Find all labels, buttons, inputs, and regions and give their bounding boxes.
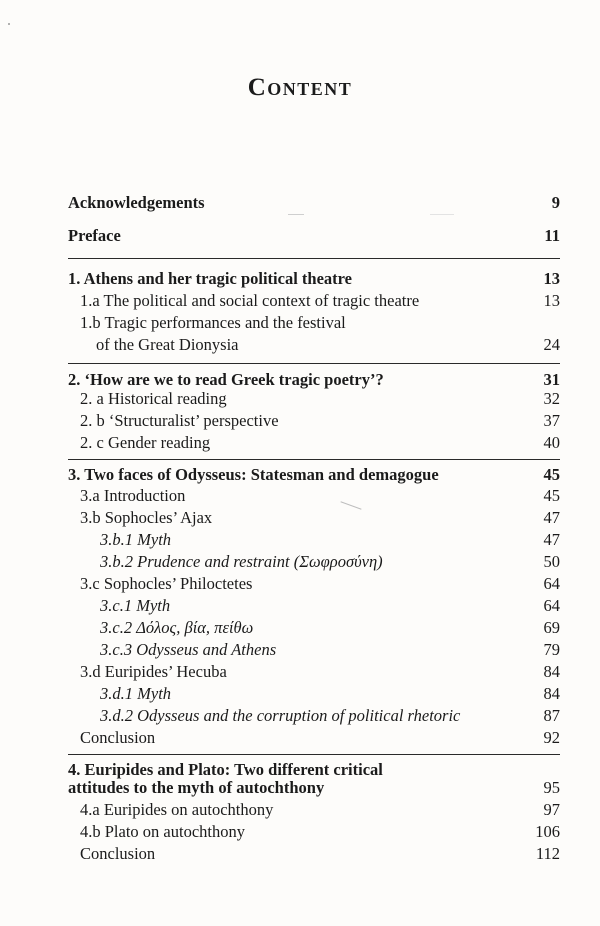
toc-entry-title: 4.b Plato on autochthony	[80, 822, 245, 841]
toc-section-3d[interactable]	[0, 661, 600, 683]
toc-subsection-3d1[interactable]	[0, 683, 600, 705]
toc-entry-title: 3.d.1 Myth	[100, 684, 172, 703]
toc-entry-page: 40	[543, 433, 560, 452]
toc-entry-title: of the Great Dionysia	[96, 335, 239, 354]
toc-entry-page: 64	[543, 574, 560, 593]
toc-chapter-1[interactable]	[0, 268, 600, 290]
toc-subsection-3c1[interactable]	[0, 595, 600, 617]
toc-entry-acknowledgements[interactable]	[0, 192, 600, 214]
toc-entry-page: 24	[543, 335, 560, 354]
toc-entry-title: 3.d Euripides’ Hecuba	[80, 662, 227, 681]
toc-entry-page: 37	[543, 411, 560, 430]
toc-entry-title: 4. Euripides and Plato: Two different critical	[68, 760, 383, 779]
toc-entry-title: Conclusion	[80, 728, 156, 747]
toc-chapter-3[interactable]	[0, 464, 600, 486]
section-divider	[68, 363, 560, 364]
toc-entry-page: 69	[543, 618, 560, 637]
toc-entry-page: 47	[543, 508, 560, 527]
toc-subsection-3b2[interactable]	[0, 551, 600, 573]
toc-entry-title: 3. Two faces of Odysseus: Statesman and demagogue	[68, 465, 439, 484]
toc-section-3a[interactable]	[0, 485, 600, 507]
toc-entry-page: 87	[543, 706, 560, 725]
toc-section-2b[interactable]	[0, 410, 600, 432]
toc-section-3b[interactable]	[0, 507, 600, 529]
toc-entry-page: 13	[543, 269, 560, 288]
toc-section-1a[interactable]	[0, 290, 600, 312]
toc-entry-title: 2. b ‘Structuralist’ perspective	[80, 411, 279, 430]
toc-entry-title: 1.a The political and social context of tragic theatre	[80, 291, 420, 310]
scan-speck	[288, 214, 304, 215]
toc-entry-page: 95	[543, 778, 560, 797]
toc-entry-page: 45	[543, 486, 560, 505]
toc-section-2c[interactable]	[0, 432, 600, 454]
toc-entry-title: 3.d.2 Odysseus and the corruption of political rhetoric	[100, 706, 461, 725]
toc-entry-title: 3.b Sophocles’ Ajax	[80, 508, 213, 527]
toc-entry-page: 9	[551, 193, 560, 212]
toc-entry-page: 45	[543, 465, 560, 484]
toc-entry-page: 11	[544, 226, 560, 245]
toc-entry-title: 3.a Introduction	[80, 486, 186, 505]
toc-section-2a[interactable]	[0, 388, 600, 410]
toc-entry-page: 97	[543, 800, 560, 819]
toc-section-3c[interactable]	[0, 573, 600, 595]
section-divider	[68, 258, 560, 259]
toc-entry-title: 3.c.3 Odysseus and Athens	[100, 640, 277, 659]
toc-entry-page: 84	[543, 662, 560, 681]
toc-entry-title: Preface	[68, 226, 121, 245]
toc-entry-title: 1.b Tragic performances and the festival	[80, 313, 346, 332]
toc-subsection-3b1[interactable]	[0, 529, 600, 551]
toc-entry-page: 47	[543, 530, 560, 549]
toc-entry-title: Acknowledgements	[68, 193, 205, 212]
toc-entry-page: 79	[543, 640, 560, 659]
toc-entry-title: Conclusion	[80, 844, 156, 863]
toc-subsection-3c3[interactable]	[0, 639, 600, 661]
toc-entry-preface[interactable]	[0, 225, 600, 247]
toc-entry-title: attitudes to the myth of autochthony	[68, 778, 325, 797]
toc-section-4a[interactable]	[0, 799, 600, 821]
toc-entry-title: 3.b.1 Myth	[100, 530, 172, 549]
toc-entry-page: 112	[535, 844, 560, 863]
toc-entry-title: 2. a Historical reading	[80, 389, 227, 408]
section-divider	[68, 754, 560, 755]
toc-entry-page: 32	[543, 389, 560, 408]
toc-entry-page: 106	[535, 822, 560, 841]
toc-entry-title: 3.b.2 Prudence and restraint (Σωφροσύνη)	[100, 552, 383, 571]
toc-subsection-3c2[interactable]	[0, 617, 600, 639]
page-title: Content	[247, 74, 353, 101]
toc-entry-page: 92	[543, 728, 560, 747]
toc-conclusion-4[interactable]	[0, 843, 600, 865]
scan-dot	[8, 23, 10, 25]
toc-entry-page: 64	[543, 596, 560, 615]
toc-entry-title: 2. c Gender reading	[80, 433, 211, 452]
toc-subsection-3d2[interactable]	[0, 705, 600, 727]
toc-entry-title: 3.c Sophocles’ Philoctetes	[80, 574, 253, 593]
scan-speck	[430, 214, 454, 215]
toc-entry-title: 2. ‘How are we to read Greek tragic poetry’?	[68, 370, 384, 389]
toc-conclusion-3[interactable]	[0, 727, 600, 749]
toc-entry-page: 84	[543, 684, 560, 703]
toc-entry-page: 13	[543, 291, 560, 310]
toc-entry-title: 3.c.2 Δόλος, βία, πείθω	[100, 618, 254, 637]
toc-entry-title: 1. Athens and her tragic political theatre	[68, 269, 352, 288]
toc-entry-title: 4.a Euripides on autochthony	[80, 800, 274, 819]
toc-section-4b[interactable]	[0, 821, 600, 843]
toc-chapter-4-continued[interactable]	[0, 777, 600, 799]
toc-entry-page: 31	[543, 370, 560, 389]
toc-entry-page: 50	[543, 552, 560, 571]
toc-section-1b[interactable]	[0, 312, 600, 334]
toc-section-1b-continued[interactable]	[0, 334, 600, 356]
section-divider	[68, 459, 560, 460]
toc-entry-title: 3.c.1 Myth	[100, 596, 171, 615]
